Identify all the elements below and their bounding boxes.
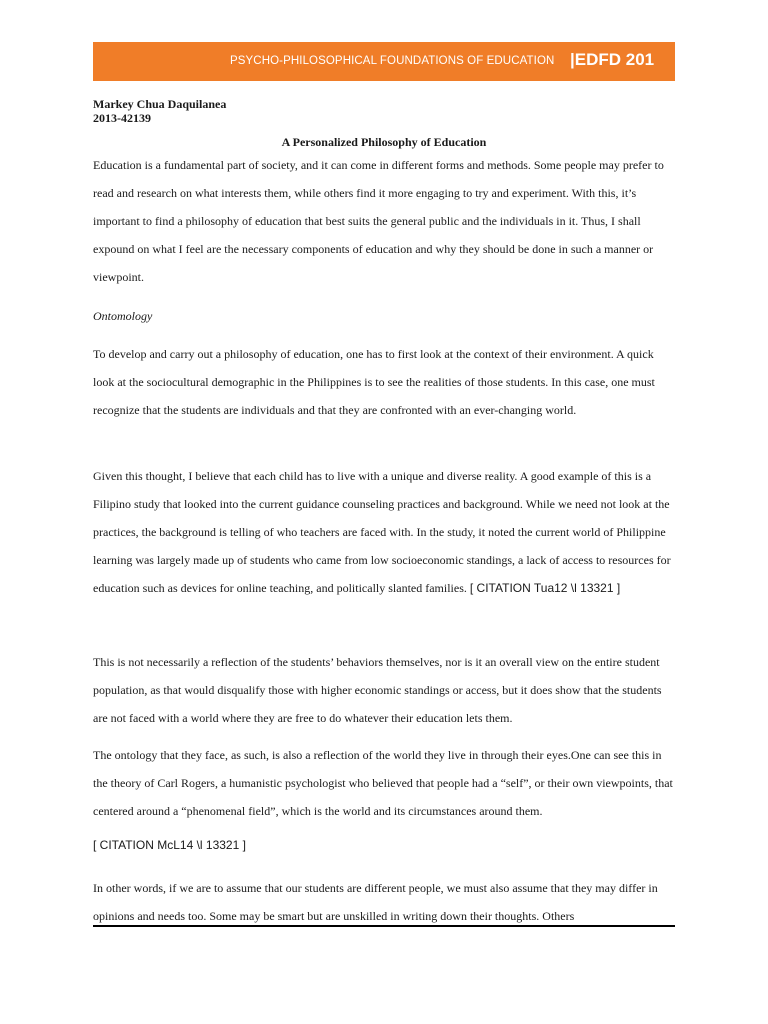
student-id: 2013-42139: [93, 111, 151, 125]
paragraph-4: The ontology that they face, as such, is also a reflection of the world they live in through their eyes.One can see this in the theory of Carl Rogers, a humanistic psychologist who believed that people had a “self”, or their own viewpoints, that centered around a “phenomenal field”, which is the world and its circumstances around them.: [93, 748, 673, 818]
intro-paragraph: Education is a fundamental part of society, and it can come in different forms and methods. Some people may prefer to read and research on what interests them, while others find it more engaging to try and experiment. With this, it’s important to find a philosophy of education that best suits the general public and the individuals in it. Thus, I shall expound on what I feel are the necessary components of education and why they should be done in such a manner or viewpoint.: [93, 158, 664, 284]
course-banner: [93, 42, 675, 81]
citation-mcl14: [ CITATION McL14 \l 13321 ]: [93, 838, 246, 852]
citation-tua12: [ CITATION Tua12 \l 13321 ]: [469, 581, 621, 595]
paragraph-3: This is not necessarily a reflection of the students’ behaviors themselves, nor is it an overall view on the entire student population, as that would disqualify those with higher economic standings or access, but it does show that the students are not faced with a world where they are free to do whatever their education lets them.: [93, 655, 662, 725]
document-title: A Personalized Philosophy of Education: [281, 135, 487, 149]
paragraph-1: To develop and carry out a philosophy of education, one has to first look at the context of their environment. A quick look at the sociocultural demographic in the Philippines is to see the realities of those students. In this case, one must recognize that the students are individuals and that they are confronted with an ever-changing world.: [93, 347, 655, 417]
paragraph-2: [93, 462, 677, 602]
author-name: Markey Chua Daquilanea: [93, 97, 227, 111]
section-heading: Ontomology: [93, 309, 153, 323]
paragraph-5: In other words, if we are to assume that our students are different people, we must also assume that they may differ in opinions and needs too. Some may be smart but are unskilled in writing down their thoughts. Others: [93, 881, 658, 923]
footer-rule: [93, 925, 675, 927]
course-name: PSYCHO-PHILOSOPHICAL FOUNDATIONS OF EDUCATION: [230, 55, 555, 67]
course-code: |EDFD 201: [570, 50, 655, 69]
paragraph-2-text: Given this thought, I believe that each child has to live with a unique and diverse reality. A good example of this is a Filipino study that looked into the current guidance counseling practices and background. While we need not look at the practices, the background is telling of who teachers are faced with. In the study, it noted the current world of Philippine learning was largely made up of students who came from low socioeconomic standings, a lack of access to resources for education such as devices for online teaching, and politically slanted families.: [93, 469, 671, 595]
